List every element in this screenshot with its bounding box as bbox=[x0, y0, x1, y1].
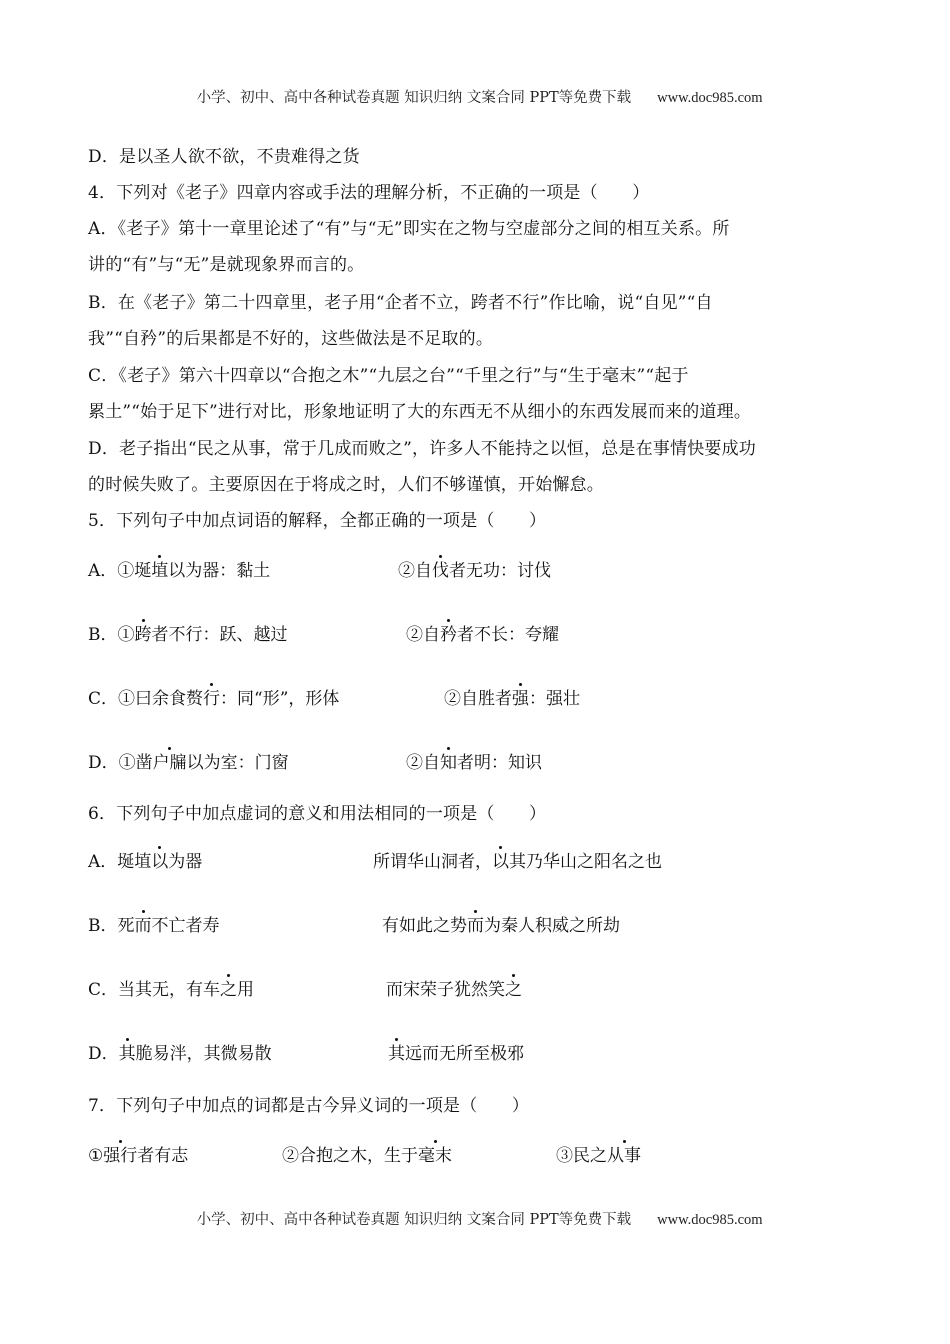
dotted-word: 强 bbox=[512, 689, 529, 709]
dotted-word: 其 bbox=[118, 1044, 136, 1064]
dotted-word: 毫末 bbox=[418, 1146, 452, 1166]
header-url[interactable]: www.doc985.com bbox=[657, 90, 763, 106]
q5-stem: 5．下列句子中加点词语的解释，全都正确的一项是（ ） bbox=[88, 511, 547, 531]
q4-option-c-line1: C．《老子》第六十四章以“合抱之木”“九层之台”“千里之行”与“生于毫末”“起于 bbox=[88, 366, 689, 386]
q6-stem: 6．下列句子中加点虚词的意义和用法相同的一项是（ ） bbox=[88, 804, 547, 824]
dotted-word: 伐 bbox=[432, 561, 449, 581]
q4-option-d-line1: D．老子指出“民之从事，常于几成而败之”，许多人不能持之以恒，总是在事情快要成功 bbox=[88, 439, 757, 459]
dotted-word: 户牖 bbox=[152, 753, 187, 773]
dotted-word: 以 bbox=[492, 852, 509, 872]
q3-option-d: D．是以圣人欲不欲，不贵难得之货 bbox=[88, 147, 360, 167]
q6-option-d: D．其脆易泮，其微易散 其远而无所至极邪 bbox=[88, 1044, 524, 1064]
q4-option-a-line1: A．《老子》第十一章里论述了“有”与“无”即实在之物与空虚部分之间的相互关系。所 bbox=[88, 219, 730, 239]
q7-item-3: ③民之从事 bbox=[556, 1146, 641, 1166]
dotted-word: 之 bbox=[220, 980, 238, 1000]
dotted-word: 知 bbox=[440, 753, 457, 773]
dotted-word: 行 bbox=[203, 689, 221, 709]
q7-items bbox=[88, 1145, 641, 1167]
q4-option-d-line2: 的时候失败了。主要原因在于将成之时，人们不够谨慎，开始懈怠。 bbox=[88, 475, 604, 495]
q6-option-c: C．当其无，有车之用 而宋荣子犹然笑之 bbox=[88, 980, 522, 1000]
q4-stem: 4．下列对《老子》四章内容或手法的理解分析，不正确的一项是（ ） bbox=[88, 183, 650, 203]
q7-stem: 7．下列句子中加点的词都是古今异义词的一项是（ ） bbox=[88, 1096, 530, 1116]
q4-option-b-line1: B．在《老子》第二十四章里，老子用“企者不立，跨者不行”作比喻，说“自见”“自 bbox=[88, 293, 713, 313]
footer-url[interactable]: www.doc985.com bbox=[657, 1212, 763, 1228]
q5-option-c: C．①曰余食赘行：同“形”，形体 ②自胜者强：强壮 bbox=[88, 689, 580, 709]
q4-option-b-line2: 我”“自矜”的后果都是不好的，这些做法是不足取的。 bbox=[88, 329, 494, 349]
dotted-word: 以 bbox=[151, 852, 169, 872]
q7-item-1: ①强行者有志 bbox=[88, 1146, 189, 1166]
q4-option-c-line2: 累土”“始于足下”进行对比，形象地证明了大的东西无不从细小的东西发展而来的道理。 bbox=[88, 402, 752, 422]
q4-option-a-line2: 讲的“有”与“无”是就现象界而言的。 bbox=[88, 255, 365, 275]
q6-option-b: B．死而不亡者寿 有如此之势而为秦人积威之所劫 bbox=[88, 916, 620, 936]
dotted-word: 其 bbox=[388, 1044, 405, 1064]
dotted-word: 埴 bbox=[151, 561, 169, 581]
q6-option-a: A．埏埴以为器 所谓华山洞者，以其乃华山之阳名之也 bbox=[88, 852, 662, 872]
q5-option-d: D．①凿户牖以为室：门窗 ②自知者明：知识 bbox=[88, 753, 542, 773]
dotted-word: 而 bbox=[134, 916, 152, 936]
header-text: 小学、初中、高中各种试卷真题 知识归纳 文案合同 PPT等免费下载 bbox=[196, 90, 632, 106]
q5-option-a: A．①埏埴以为器：黏土 ②自伐者无功：讨伐 bbox=[88, 561, 551, 581]
dotted-word: 跨 bbox=[134, 625, 152, 645]
dotted-word: 矜 bbox=[440, 625, 457, 645]
dotted-word: 强行 bbox=[103, 1146, 138, 1166]
q7-item-2: ②合抱之木，生于毫末 bbox=[282, 1146, 452, 1166]
dotted-word: 而 bbox=[467, 916, 484, 936]
q5-option-b: B．①跨者不行：跃、越过 ②自矜者不长：夸耀 bbox=[88, 625, 559, 645]
footer-text: 小学、初中、高中各种试卷真题 知识归纳 文案合同 PPT等免费下载 bbox=[196, 1212, 632, 1228]
page-header bbox=[0, 70, 950, 107]
dotted-word: 之 bbox=[505, 980, 522, 1000]
dotted-word: 从事 bbox=[607, 1146, 641, 1166]
page-footer bbox=[0, 1192, 950, 1229]
